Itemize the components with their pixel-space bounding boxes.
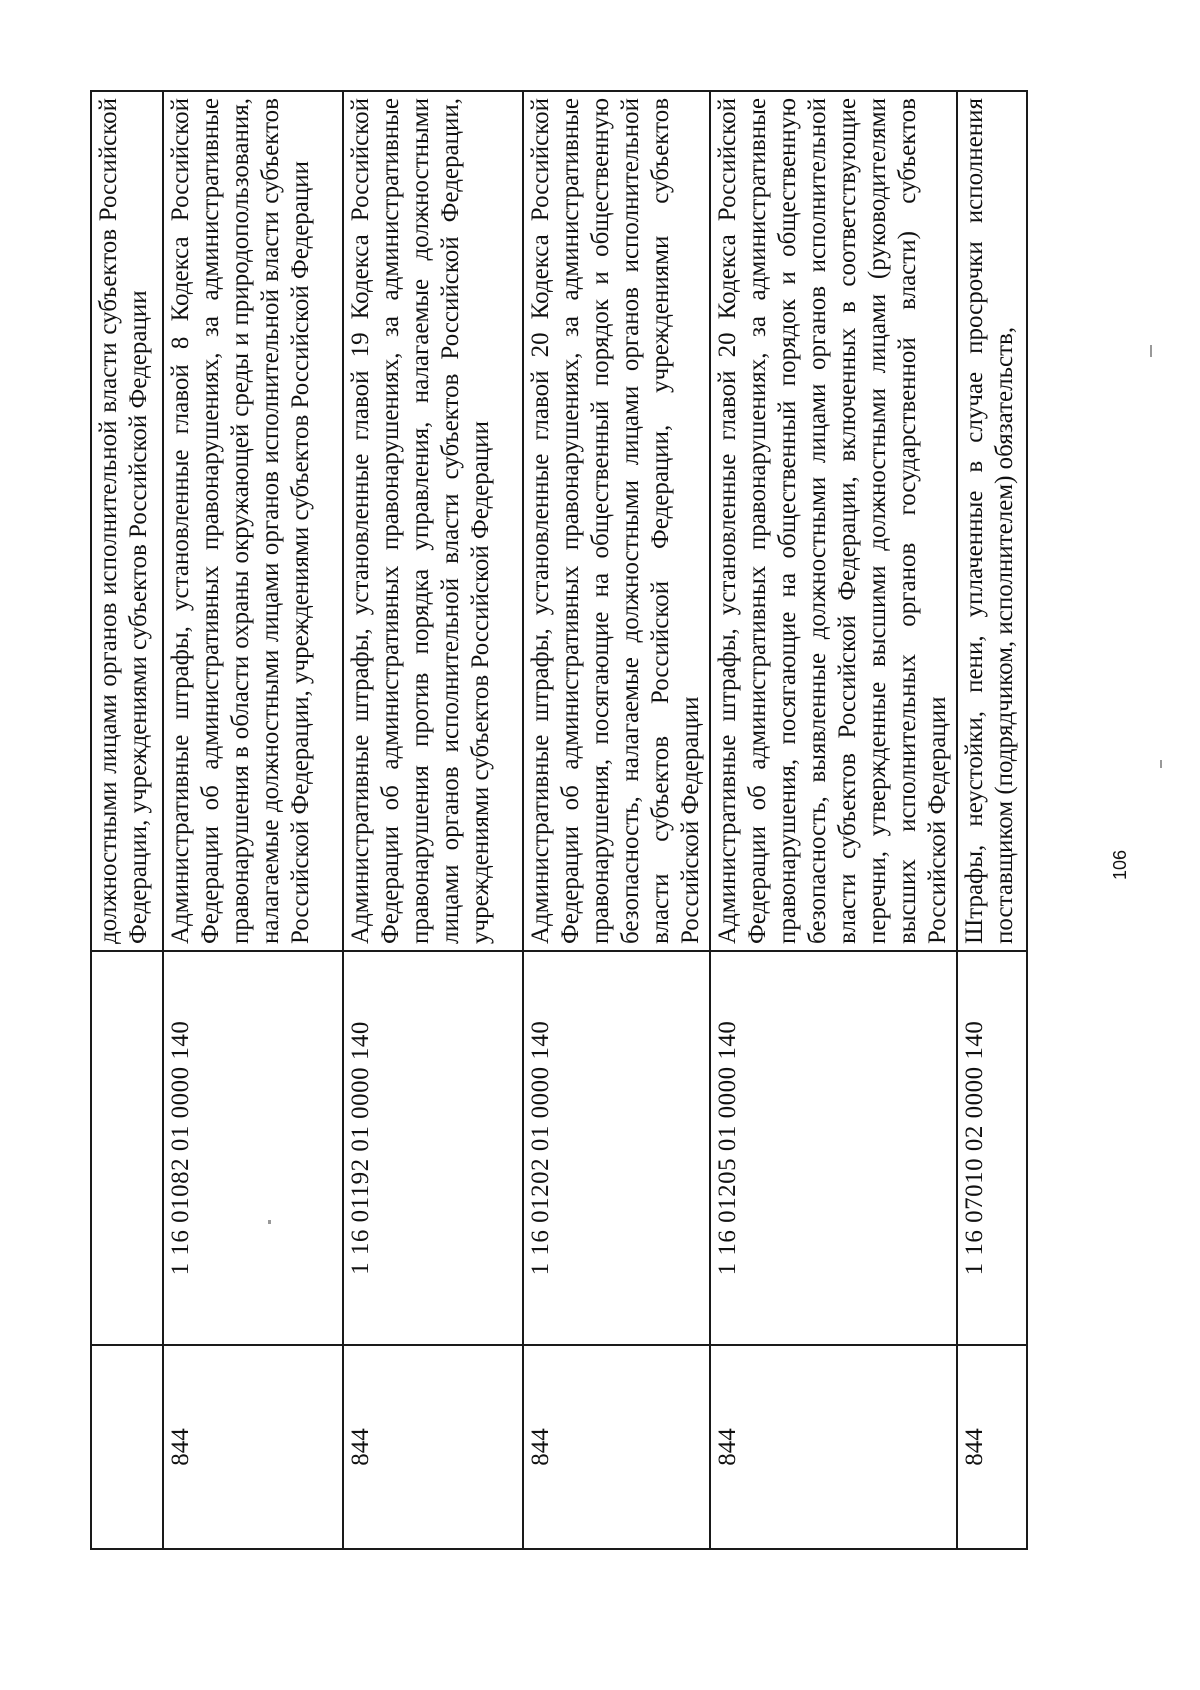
kbk-code-cell: 1 16 01192 01 0000 140 bbox=[343, 951, 523, 1345]
table-row bbox=[91, 91, 163, 1549]
kbk-code-cell: 1 16 01205 01 0000 140 bbox=[710, 951, 957, 1345]
income-name-cell: Штрафы, неустойки, пени, уплаченные в случае просрочки исполнения поставщиком (подрядчиком, исполнителем) обязательств, bbox=[957, 91, 1027, 951]
table-row bbox=[710, 91, 957, 1549]
income-name-cell: должностными лицами органов исполнительной власти субъектов Российской Федерации, учреждениями субъектов Российской Федерации bbox=[91, 91, 163, 951]
kbk-code-cell bbox=[91, 951, 163, 1345]
kbk-code-cell: 1 16 01202 01 0000 140 bbox=[523, 951, 710, 1345]
income-name-cell: Административные штрафы, установленные главой 19 Кодекса Российской Федерации об административных правонарушениях, за административные правонарушения против порядка управления, налагаемые должностными лицами органов исполнительной власти субъектов Российской Федерации, учреждениями субъектов Российской Федерации bbox=[343, 91, 523, 951]
admin-code-cell: 844 bbox=[957, 1345, 1027, 1549]
table-row bbox=[163, 91, 343, 1549]
kbk-code-cell: 1 16 01082 01 0000 140 bbox=[163, 951, 343, 1345]
admin-code-cell bbox=[91, 1345, 163, 1549]
income-name-cell: Административные штрафы, установленные главой 20 Кодекса Российской Федерации об административных правонарушениях, за административные правонарушения, посягающие на общественный порядок и общественную безопасность, выявленные должностными лицами органов исполнительной власти субъектов Российской Федерации, включенных в соответствующие перечни, утвержденные высшими должностными лицами (руководителями высших исполнительных органов государственной власти) субъектов Российской Федерации bbox=[710, 91, 957, 951]
admin-code-cell: 844 bbox=[523, 1345, 710, 1549]
page-number: 106 bbox=[1109, 849, 1130, 881]
scan-speck bbox=[1150, 345, 1152, 357]
admin-code-cell: 844 bbox=[343, 1345, 523, 1549]
admin-code-cell: 844 bbox=[710, 1345, 957, 1549]
admin-code-cell: 844 bbox=[163, 1345, 343, 1549]
table-row bbox=[523, 91, 710, 1549]
rotated-page-content bbox=[90, 90, 1018, 1550]
budget-codes-table bbox=[90, 90, 1028, 1550]
table-row bbox=[343, 91, 523, 1549]
income-name-cell: Административные штрафы, установленные главой 8 Кодекса Российской Федерации об административных правонарушениях, за административные правонарушения в области охраны окружающей среды и природопользования, налагаемые должностными лицами органов исполнительной власти субъектов Российской Федерации, учреждениями субъектов Российской Федерации bbox=[163, 91, 343, 951]
income-name-cell: Административные штрафы, установленные главой 20 Кодекса Российской Федерации об административных правонарушениях, за административные правонарушения, посягающие на общественный порядок и общественную безопасность, налагаемые должностными лицами органов исполнительной власти субъектов Российской Федерации, учреждениями субъектов Российской Федерации bbox=[523, 91, 710, 951]
table-row bbox=[957, 91, 1027, 1549]
scan-speck bbox=[1160, 760, 1162, 768]
kbk-code-cell: 1 16 07010 02 0000 140 bbox=[957, 951, 1027, 1345]
